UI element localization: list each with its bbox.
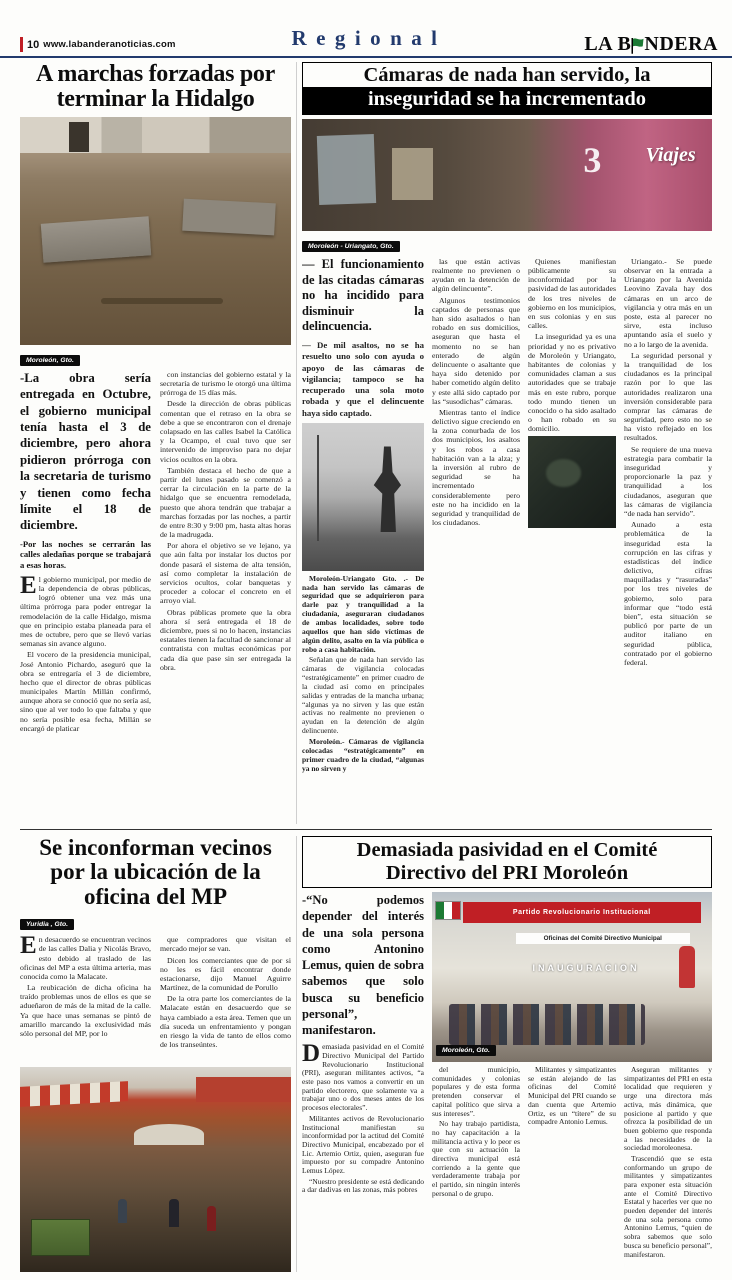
newspaper-logo: [584, 33, 718, 56]
location-label: Moroleón, Gto.: [20, 355, 80, 366]
paragraph: Demasiada pasividad en el Comité Directivo Municipal del Partido Revolucionario Institucional (PRI), aseguran militantes activos, “a este paso nos vamos a convertir en un partido electorero, que solamente va a trabajar uno o dos meses antes de los procesos electorales”.: [302, 1040, 424, 1113]
photo-shape: [20, 1081, 128, 1107]
ad-number: 3: [583, 140, 602, 181]
paragraph: Moroleón-Uriangato Gto. .- De nada han servido las cámaras de seguridad que se adquirieron para darle paz y tranquilidad a la ciudadanía, aseguraran ciudadanos de ambas localidades, sobre todo aquellos que han sido víctimas de algún delito, asalto en la vía pública o robo a casa habitación.: [302, 573, 424, 654]
photo-shape: [207, 1206, 216, 1231]
paragraph: Militantes y simpatizantes se están alejando de las oficinas del Comité Municipal del PRI cuando se dan cuenta que Artemio Ortiz, es un “títere” de su compadre Antonio Lemus.: [528, 1066, 616, 1127]
text-column-rest: [20, 650, 151, 733]
photo-shape: [169, 1199, 179, 1227]
paragraph: las que están activas realmente no previenen o ayudan en la detención de algún delincuente”.: [432, 256, 520, 294]
text-column-rest: [20, 983, 151, 1038]
photo-shape: [679, 946, 695, 988]
paragraph: Aseguran militantes y simpatizantes del PRI en esta localidad que requieren y urge una directora más activa, más dinámica, que posicione al partido y que ofrezca la posibilidad de un buen gobierno que responda a las necesidades de la sociedad moroleonesa.: [624, 1066, 712, 1153]
paragraph: Dicen los comerciantes que de por si no les es fácil encontrar donde estacionarse, dijo Manuel Aguirre Martínez, de la comunidad de Porullo: [160, 955, 291, 993]
logo-text-left: LA B: [584, 33, 632, 55]
text-column: [160, 370, 291, 824]
ad-text: Viajes: [645, 143, 696, 166]
photo-shape: [317, 134, 377, 205]
article-body: [302, 257, 712, 824]
photo-pri-office: [432, 892, 712, 1062]
article-subhead: — De mil asaltos, no se ha resuelto uno solo con ayuda o apoyo de las cámaras de vigilancia; tampoco se ha recuperado una sola moto robada y que el delincuente haya sido captado.: [302, 340, 424, 418]
title-line-1: Cámaras de nada han servido, la: [363, 64, 651, 86]
photo-construction-site: [20, 117, 291, 345]
title-line-2: Directivo del PRI Moroleón: [385, 861, 629, 884]
masthead: [20, 10, 718, 54]
column-divider-bottom: [296, 836, 297, 1272]
masthead-rule: [0, 56, 732, 58]
logo-text-right: NDERA: [644, 33, 718, 55]
text-column: [432, 1066, 520, 1272]
page-number: 10: [27, 38, 40, 51]
text-column: [20, 935, 151, 1063]
article-subhead: — El funcionamiento de las citadas cámaras no ha incidido para disminuir la delincuencia.: [302, 256, 424, 334]
paragraph: No hay trabajo partidista, no hay capacitación a la militancia activa y lo peor es que con su actuación la directiva municipal está corriendo a la gente que verdaderamente trabaja por el partido, sin ningún interés personal o de grupo.: [432, 1119, 520, 1198]
caption-row: [20, 349, 291, 367]
article-camaras: [302, 62, 712, 824]
photo-sign-text: Oficinas del Comité Directivo Municipal: [516, 933, 690, 944]
article-lead: -La obra sería entregada en Octubre, el gobierno municipal tenía hasta el 3 de diciembre, pero ahora pidieron prórroga con la secretaria de turismo y tienen como fecha límite el 18 de diciembre.: [20, 370, 151, 533]
column-divider-top: [296, 62, 297, 824]
article-title: A marchas forzadas por terminar la Hidalgo: [36, 61, 275, 112]
text-column: [624, 257, 712, 824]
article-sublead: -Por las noches se cerrarán las calles aledañas porque se trabajará a esas horas.: [20, 538, 151, 571]
photo-shape: [449, 1004, 645, 1045]
location-label: Moroleón, Gto.: [436, 1045, 496, 1056]
article-title: Se inconforman vecinos por la ubicación de la oficina del MP: [39, 835, 272, 909]
paragraph: Quienes manifiestan públicamente su inconformidad por la pasividad de las autoridades de los tres niveles de gobierno en los municipios, en sus colonias y en sus calles.: [528, 256, 616, 331]
paragraph: La seguridad personal y la tranquilidad de los ciudadanos es la principal razón por lo que las autoridades realizaron una inversión considerable para comprar las cámaras de seguridad, pero esto no se ha visto reflejado en los resultados.: [624, 350, 712, 443]
paragraph: Señalan que de nada han servido las cámaras de vigilancia colocadas “estratégicamente” en primer cuadro de la ciudad así como en principales salidas y entradas de la mancha urbana; “algunas ya no sirven y las que están activas no realmente no previenen o ayudan en la detención de algún delincuente.: [302, 655, 424, 736]
paragraph: “Nuestro presidente se está dedicando a dar dadivas en las zonas, más pobres: [302, 1176, 424, 1195]
pull-quote: -“No podemos depender del interés de una sola persona como Antonino Lemus, quien de sobra sabemos que solo busca su beneficio personal”, manifestaron.: [302, 893, 424, 1038]
website-url: www.labanderanoticias.com: [43, 39, 176, 50]
article-mp: [20, 836, 291, 1272]
text-column: [302, 257, 424, 824]
photo-shape: [182, 199, 276, 236]
paragraph: del municipio, comunidades y colonias populares y de esta forma pretenden conservar el capital político que sirva a sus intereses”.: [432, 1066, 520, 1118]
article-right-area: [432, 892, 712, 1272]
paragraph: Por ahora el objetivo se ve lejano, ya que aún falta por instalar los ductos por donde pasará el sistema de alta tensión, así como completar la instalación de servicios ocultos, colar banquetas y proceder a colocar el concreto en el arroyo vial.: [160, 541, 291, 606]
photo-shape: [546, 459, 581, 487]
text-column: [432, 257, 520, 824]
section-divider: [20, 829, 712, 830]
paragraph: El vocero de la presidencia municipal, José Antonio Pichardo, aseguró que la obra se entregaría el 3 de diciembre, hecho que el director de obras públicas municipales Martín Millán confirmó, aunque ahora se conoció que no sería así, sino que al ver todo lo que faltaba y que no sería posible esa fecha, Millán se encargó de platicar: [20, 650, 151, 733]
photo-shape: [69, 122, 89, 152]
title-line-2: inseguridad se ha incrementado: [303, 87, 711, 114]
text-column: [160, 935, 291, 1063]
photo-camera-wall: [302, 119, 712, 231]
text-column: [20, 370, 151, 824]
photo-shape: [392, 148, 433, 200]
flag-icon: [630, 36, 645, 55]
paragraph: Obras públicas promete que la obra ahora sí será entregada el 18 de diciembre, pues si no lo hacen, instancias estatales tienen la facultad de sancionar al contratista con multas económicas por cada día que pase sin ser entregada la obra.: [160, 607, 291, 672]
photo-header-text: Partido Revolucionario Institucional: [463, 902, 701, 922]
statue-silhouette: [370, 446, 404, 532]
photo-dark-street: [528, 436, 616, 528]
photo-shape: [118, 1199, 127, 1223]
photo-shape: [40, 216, 151, 262]
photo-banner-text: INAUGURACION: [532, 963, 640, 974]
paragraph: En desacuerdo se encuentran vecinos de las calles Dalia y Nicolás Bravo, esto debido al traslado de las oficinas del MP a esta última arteria, mas conocida como la Malacate.: [20, 935, 151, 981]
photo-shape: [134, 1124, 204, 1144]
paragraph: Militantes activos de Revolucionario Institucional manifiestan su inconformidad por la actitud del Comité Directivo Municipal, encabezado por el Lic. Artemio Ortiz, quien, aseguran fue impuesto por su compadre Antonino Lemus López.: [302, 1113, 424, 1175]
text-column: [528, 1066, 616, 1272]
text-column: [302, 892, 424, 1272]
title-line-1: Demasiada pasividad en el Comité: [356, 839, 658, 861]
caption-row: [302, 235, 712, 253]
location-label: Moroleón - Uriangato, Gto.: [302, 241, 400, 252]
red-accent-bar: [20, 37, 23, 52]
paragraph: Mientras tanto el índice delictivo sigue creciendo en la zona conurbada de los dos municipios, los asaltos y los robos a casa habitación van a la alza; y la inversión al rubro de seguridad se ha incrementado considerablemente pero este no ha incidido en la seguridad y tranquilidad de los ciudadanos.: [432, 407, 520, 528]
photo-shape: [101, 298, 223, 304]
paragraph: que compradores que visitan el mercado mejor se van.: [160, 935, 291, 954]
photo-street-market: [20, 1067, 291, 1272]
section-title: Regional: [291, 26, 447, 50]
paragraph: Trascendió que se esta conformando un grupo de militantes y simpatizantes para exponer esta situación ante el Comité Directivo Estatal y hacerles ver que no pueden depender del interés de una sola persona como Antonino Lemus, “quien de sobra sabemos que solo busca su beneficio personal”, manifestaron.: [624, 1153, 712, 1259]
pri-logo: [435, 901, 461, 920]
paragraph: Uriangato.- Se puede observar en la entrada a Uriangato por la Avenida Leovino Zavala hay dos cámaras en un arco de vigilancia y otra más en un poste, esta al parecer no sirve, esta incluso apuntando asía el suelo y no a lo largo de la avenida.: [624, 256, 712, 349]
byline-label: Yuridia , Gto.: [20, 919, 74, 930]
paragraph: Desde la dirección de obras públicas comentan que el retraso en la obra se debe a que se encontraron con el drenaje colapsado en las calles Isabel la Católica y la Ocampo, el cual tuvo que ser intervenido de improviso para no dejar vicios ocultos en la obra.: [160, 399, 291, 464]
article-body: [20, 370, 291, 824]
paragraph: La inseguridad ya es una prioridad y no es privativo de Moroleón y Uriangato, habitantes de colonias y comunidades claman a sus autoridades que se trabaje más en este rubro, porque todo mundo tienen un conocido o ha sido asaltado o han robado en su domicilio.: [528, 332, 616, 434]
photo-shape: [31, 1219, 91, 1256]
paragraph: El gobierno municipal, por medio de la dependencia de obras públicas, logró obtener una vez más una última prórroga para poder entregar la remodelación de la calle Hidalgo, misma que en principio estaba planeada para el mes de octubre, pero que se llevó varias semanas sin avance alguno.: [20, 571, 151, 649]
article-title: [302, 836, 712, 888]
paragraph: Moroleón.- Cámaras de vigilancia colocadas “estratégicamente” en primer cuadro de la ciudad, “algunas ya no sirven y: [302, 736, 424, 773]
article-title: [302, 62, 712, 115]
paragraph: Aunado a esta problemática de la inseguridad esta la corrupción en las cifras y estadísticas del índice delictivo, cifras maquilladas y “rasuradas” por los tres niveles de gobierno, solo para informar que “todo está bien”, esta situación se publicó por parte de un auditor italiano en seguridad pública, contratado por el gobierno federal.: [624, 520, 712, 667]
photo-shape: [317, 435, 319, 542]
text-column-rest: [528, 257, 616, 434]
article-pri: [302, 836, 712, 1272]
paragraph: con instancias del gobierno estatal y la secretaría de turismo le otorgó una última prórroga de 15 días más.: [160, 369, 291, 398]
article-body: [302, 892, 712, 1272]
caption-row: [20, 913, 291, 931]
article-body: [20, 935, 291, 1063]
article-subcolumns: [432, 1066, 712, 1272]
text-column: [528, 257, 616, 824]
paragraph: Algunos testimonios captados de personas que han sido asaltados o han robado en sus domicilios, aseguran que hasta el momento no se han enterado de algún delincuente o asaltante que haya sido detenido por haber cometido algún delito y este allá sido captado por las “susodichas” cámaras.: [432, 295, 520, 406]
text-column-rest: [302, 1115, 424, 1195]
photo-shape: [20, 117, 291, 153]
article-hidalgo: [20, 62, 291, 824]
photo-street-statue: [302, 423, 424, 571]
paragraph: Se requiere de una nueva estrategia para combatir la inseguridad y proporcionarle la paz y tranquilidad a los ciudadanos, aseguran que las cámaras de vigilancia “de nada han servido”.: [624, 444, 712, 518]
paragraph: De la otra parte los comerciantes de la Malacate están en desacuerdo que se haya cambiado a esta área. Temen que un día suceda un enfrentamiento y pongan en riesgo la vida de tanto de ellos como de los transeúntes.: [160, 994, 291, 1050]
photo-shape: [196, 1077, 291, 1102]
paragraph: También destaca el hecho de que a partir del lunes pasado se comenzó a cerrar la circulación en la parte de la hidalgo que se encuentra remodelada, puesto que ahora tendrán que trabajar a marchas forzadas por las noches, a partir de entre 8:30 y 9:00 pm, hasta altas horas de la madrugada.: [160, 465, 291, 540]
paragraph: La reubicación de dicha oficina ha traído problemas unos de ellos es que se adueñaron de más de la mitad de la calle. Ya que hace unas semanas se pintó de amarillo marcando la exclusividad más sólo personal del MP, por lo: [20, 983, 151, 1038]
text-column: [624, 1066, 712, 1272]
